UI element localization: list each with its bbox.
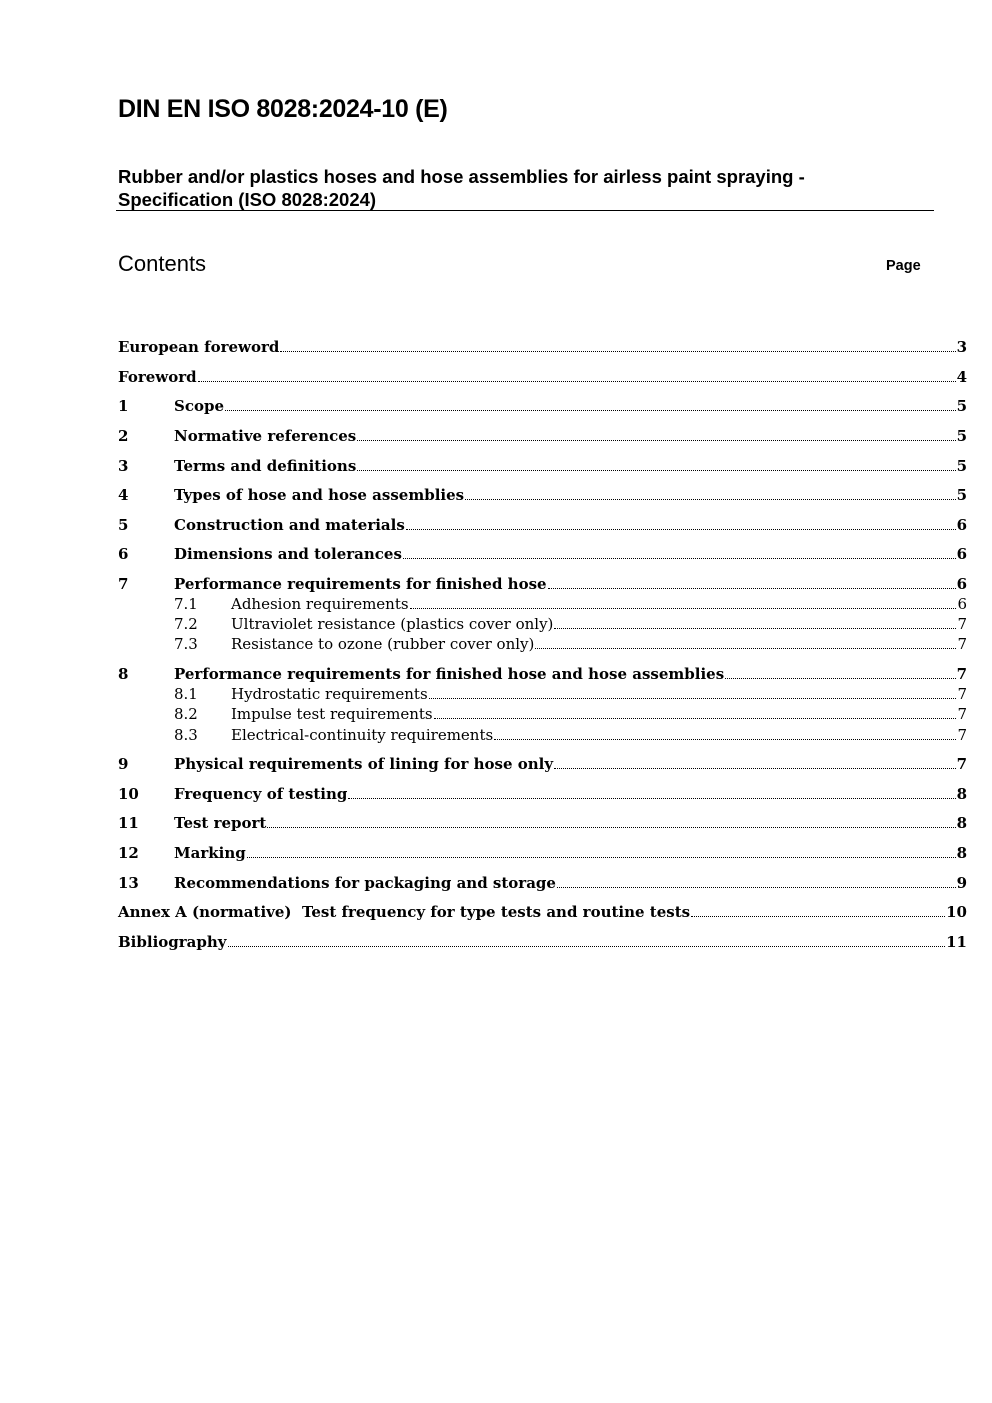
toc-entry-number: 1 <box>118 397 129 415</box>
toc-entry-label: Performance requirements for finished hose <box>174 575 547 593</box>
toc-entry-page: 9 <box>956 874 967 892</box>
dot-leader <box>725 678 955 679</box>
toc-entry-label: Electrical-continuity requirements <box>231 726 494 744</box>
toc-entry-number: 3 <box>118 457 129 475</box>
toc-entry-page: 10 <box>946 903 967 921</box>
toc-entry-number: 8 <box>118 665 129 683</box>
toc-entry-number: 13 <box>118 874 139 892</box>
dot-leader <box>548 588 956 589</box>
toc-entry-resistance-to-ozone[interactable] <box>118 634 967 654</box>
title-divider <box>116 210 934 211</box>
toc-entry-label: Scope <box>174 397 225 415</box>
toc-entry-label: Ultraviolet resistance (plastics cover only) <box>231 615 554 633</box>
toc-entry-page: 6 <box>956 545 967 563</box>
toc-entry-page: 4 <box>956 368 967 386</box>
toc-entry-label: Types of hose and hose assemblies <box>174 486 465 504</box>
toc-entry-page: 7 <box>957 726 967 744</box>
toc-entry-page: 5 <box>956 427 967 445</box>
toc-entry-normative-references[interactable] <box>118 426 967 446</box>
toc-entry-number: 7 <box>118 575 129 593</box>
toc-entry-label: Foreword <box>118 368 197 386</box>
toc-entry-label: Bibliography <box>118 933 227 951</box>
toc-entry-label: Adhesion requirements <box>231 595 409 613</box>
toc-entry-page: 6 <box>957 595 967 613</box>
toc-entry-page: 3 <box>956 338 967 356</box>
toc-entry-page: 6 <box>956 575 967 593</box>
toc-entry-label: Performance requirements for finished hose and hose assemblies <box>174 665 725 683</box>
toc-entry-label: Physical requirements of lining for hose only <box>174 755 554 773</box>
toc-entry-page: 5 <box>956 457 967 475</box>
toc-entry-european-foreword[interactable] <box>118 337 967 357</box>
dot-leader <box>225 410 956 411</box>
toc-entry-number: 9 <box>118 755 129 773</box>
toc-entry-number: 10 <box>118 785 139 803</box>
contents-heading: Contents <box>118 251 207 276</box>
toc-entry-construction-and-materials[interactable] <box>118 515 967 535</box>
toc-entry-performance-hose-and-assemblies[interactable] <box>118 664 967 684</box>
toc-entry-number: 7.3 <box>174 635 198 653</box>
toc-entry-label: Impulse test requirements <box>231 705 433 723</box>
toc-entry-page: 8 <box>956 814 967 832</box>
page-column-heading: Page <box>886 258 921 274</box>
toc-entry-label: Marking <box>174 844 246 862</box>
dot-leader <box>535 648 956 649</box>
toc-entry-page: 5 <box>956 486 967 504</box>
toc-entry-physical-requirements-lining[interactable] <box>118 754 967 774</box>
dot-leader <box>429 698 957 699</box>
dot-leader <box>357 440 955 441</box>
toc-entry-page: 6 <box>956 516 967 534</box>
dot-leader <box>228 946 946 947</box>
toc-entry-annex-a[interactable] <box>118 902 967 922</box>
toc-entry-label: Terms and definitions <box>174 457 357 475</box>
toc-entry-label: European foreword <box>118 338 280 356</box>
toc-entry-ultraviolet-resistance[interactable] <box>118 614 967 634</box>
toc-entry-label: Frequency of testing <box>174 785 348 803</box>
dot-leader <box>247 857 956 858</box>
toc-entry-number: 8.1 <box>174 685 198 703</box>
toc-entry-number: 2 <box>118 427 129 445</box>
dot-leader <box>434 718 957 719</box>
toc-entry-number: 6 <box>118 545 129 563</box>
toc-entry-number: 8.2 <box>174 705 198 723</box>
toc-entry-label: Recommendations for packaging and storage <box>174 874 556 892</box>
toc-entry-impulse-test-requirements[interactable] <box>118 704 967 724</box>
dot-leader <box>691 916 945 917</box>
toc-entry-number: 8.3 <box>174 726 198 744</box>
toc-entry-label: Construction and materials <box>174 516 405 534</box>
dot-leader <box>557 887 956 888</box>
toc-entry-page: 7 <box>957 705 967 723</box>
toc-entry-page: 7 <box>957 635 967 653</box>
dot-leader <box>554 628 956 629</box>
toc-entry-page: 7 <box>957 615 967 633</box>
toc-entry-number: 5 <box>118 516 129 534</box>
toc-entry-bibliography[interactable] <box>118 932 967 952</box>
toc-entry-label: Dimensions and tolerances <box>174 545 402 563</box>
toc-entry-label: Hydrostatic requirements <box>231 685 428 703</box>
dot-leader <box>357 470 955 471</box>
toc-entry-frequency-of-testing[interactable] <box>118 784 967 804</box>
dot-leader <box>465 499 955 500</box>
toc-entry-label: Test report <box>174 814 267 832</box>
dot-leader <box>267 827 955 828</box>
dot-leader <box>198 381 956 382</box>
dot-leader <box>410 608 957 609</box>
toc-entry-marking[interactable] <box>118 843 967 863</box>
toc-entry-test-report[interactable] <box>118 813 967 833</box>
toc-entry-types-of-hose[interactable] <box>118 485 967 505</box>
document-title-line-2: Specification (ISO 8028:2024) <box>118 189 377 210</box>
toc-entry-scope[interactable] <box>118 396 967 416</box>
document-title-line-1: Rubber and/or plastics hoses and hose assemblies for airless paint spraying - <box>118 166 805 187</box>
toc-entry-electrical-continuity[interactable] <box>118 725 967 745</box>
toc-entry-label: Annex A (normative) Test frequency for type tests and routine tests <box>118 903 691 921</box>
toc-entry-dimensions-and-tolerances[interactable] <box>118 544 967 564</box>
toc-entry-hydrostatic-requirements[interactable] <box>118 684 967 704</box>
toc-entry-label: Normative references <box>174 427 357 445</box>
toc-entry-terms-and-definitions[interactable] <box>118 456 967 476</box>
dot-leader <box>406 529 956 530</box>
toc-entry-packaging-and-storage[interactable] <box>118 873 967 893</box>
toc-entry-foreword[interactable] <box>118 367 967 387</box>
dot-leader <box>494 739 956 740</box>
dot-leader <box>554 768 956 769</box>
toc-entry-page: 11 <box>946 933 967 951</box>
standard-identifier: DIN EN ISO 8028:2024-10 (E) <box>118 95 448 123</box>
document-title <box>118 165 934 211</box>
toc-entry-page: 5 <box>956 397 967 415</box>
toc-entry-number: 4 <box>118 486 129 504</box>
toc-entry-page: 8 <box>956 844 967 862</box>
toc-entry-number: 11 <box>118 814 139 832</box>
dot-leader <box>348 798 955 799</box>
toc-entry-number: 7.1 <box>174 595 198 613</box>
toc-entry-page: 7 <box>956 755 967 773</box>
toc-entry-number: 7.2 <box>174 615 198 633</box>
toc-entry-adhesion-requirements[interactable] <box>118 594 967 614</box>
toc-entry-page: 7 <box>957 685 967 703</box>
dot-leader <box>280 351 955 352</box>
toc-entry-performance-finished-hose[interactable] <box>118 574 967 594</box>
toc-entry-label: Resistance to ozone (rubber cover only) <box>231 635 535 653</box>
toc-entry-page: 7 <box>956 665 967 683</box>
toc-entry-number: 12 <box>118 844 139 862</box>
dot-leader <box>403 558 956 559</box>
toc-entry-page: 8 <box>956 785 967 803</box>
